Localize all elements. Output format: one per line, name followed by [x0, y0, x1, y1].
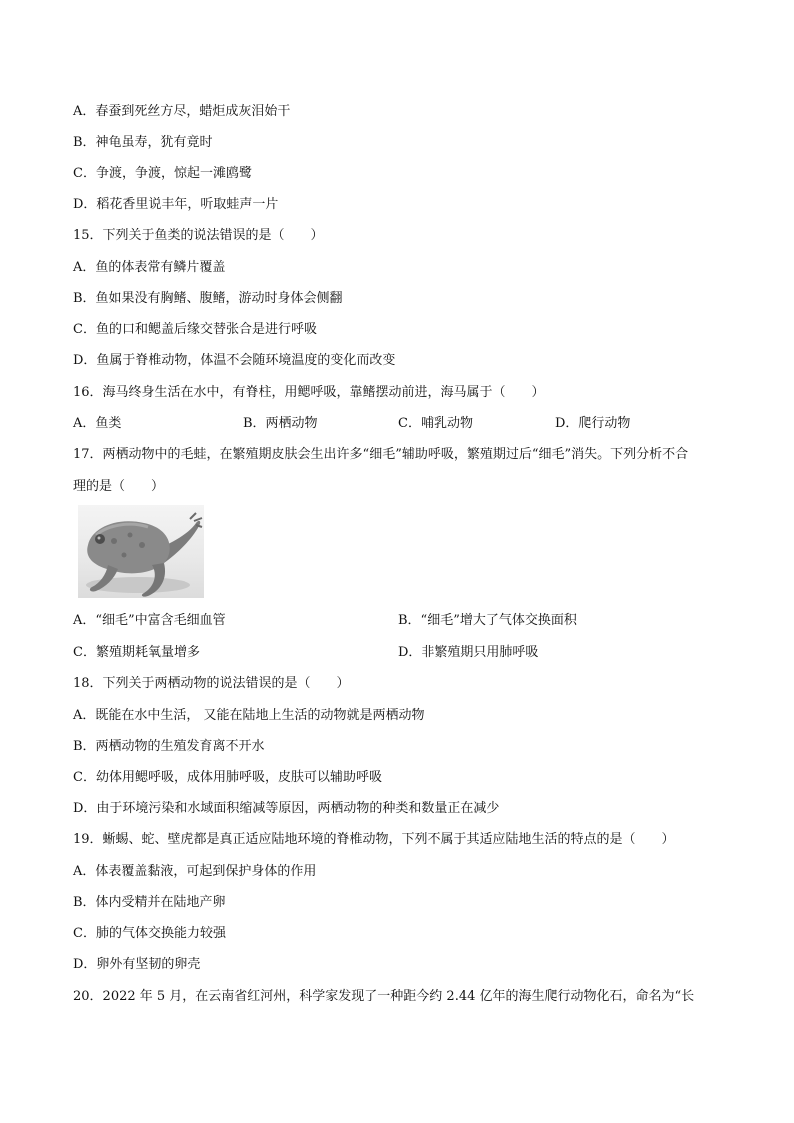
- q18-option-a: A．既能在水中生活， 又能在陆地上生活的动物就是两栖动物: [73, 708, 425, 723]
- q16-option-c: C．哺乳动物: [398, 416, 473, 431]
- q15-option-d: D．鱼属于脊椎动物，体温不会随环境温度的变化而改变: [73, 353, 396, 368]
- hairy-frog-photo: [78, 505, 204, 598]
- q15-stem: 15．下列关于鱼类的说法错误的是（ ）: [73, 228, 324, 243]
- q18-stem: 18．下列关于两栖动物的说法错误的是（ ）: [73, 676, 350, 691]
- q16-option-b: B．两栖动物: [243, 416, 318, 431]
- q18-option-c: C．幼体用鳃呼吸，成体用肺呼吸，皮肤可以辅助呼吸: [73, 770, 382, 785]
- q16-option-a: A．鱼类: [73, 416, 122, 431]
- q15-option-a: A．鱼的体表常有鳞片覆盖: [73, 260, 226, 275]
- q14-option-a: A．春蚕到死丝方尽，蜡炬成灰泪始干: [73, 104, 291, 119]
- frog-illustration: [78, 505, 204, 598]
- q19-option-d: D．卵外有坚韧的卵壳: [73, 957, 201, 972]
- q14-option-c: C．争渡，争渡，惊起一滩鸥鹭: [73, 166, 252, 181]
- q16-option-d: D．爬行动物: [555, 416, 631, 431]
- q19-option-a: A．体表覆盖黏液，可起到保护身体的作用: [73, 864, 317, 879]
- q15-option-b: B．鱼如果没有胸鳍、腹鳍，游动时身体会侧翻: [73, 291, 343, 306]
- q18-option-d: D．由于环境污染和水域面积缩减等原因，两栖动物的种类和数量正在减少: [73, 801, 500, 816]
- q14-option-b: B．神龟虽寿，犹有竟时: [73, 135, 213, 150]
- q17-option-a: A．“细毛”中富含毛细血管: [73, 613, 226, 628]
- q17-option-b: B．“细毛”增大了气体交换面积: [398, 613, 577, 628]
- q16-stem: 16．海马终身生活在水中，有脊柱，用鳃呼吸，靠鳍摆动前进，海马属于（ ）: [73, 385, 545, 400]
- q17-stem-line2: 理的是（ ）: [73, 479, 165, 494]
- q17-stem-line1: 17．两栖动物中的毛蛙，在繁殖期皮肤会生出许多“细毛”辅助呼吸，繁殖期过后“细毛”消失。下列分析不合: [73, 447, 689, 462]
- q14-option-d: D．稻花香里说丰年，听取蛙声一片: [73, 197, 279, 212]
- q19-option-c: C．肺的气体交换能力较强: [73, 926, 226, 941]
- q17-option-c: C．繁殖期耗氧量增多: [73, 645, 200, 660]
- q20-stem: 20．2022 年 5 月，在云南省红河州，科学家发现了一种距今约 2.44 亿年的海生爬行动物化石，命名为“长: [73, 989, 695, 1004]
- q18-option-b: B．两栖动物的生殖发育离不开水: [73, 739, 265, 754]
- q15-option-c: C．鱼的口和鳃盖后缘交替张合是进行呼吸: [73, 322, 317, 337]
- q19-option-b: B．体内受精并在陆地产卵: [73, 895, 226, 910]
- q17-option-d: D．非繁殖期只用肺呼吸: [398, 645, 539, 660]
- q19-stem: 19．蜥蜴、蛇、壁虎都是真正适应陆地环境的脊椎动物，下列不属于其适应陆地生活的特点的是（ ）: [73, 832, 675, 847]
